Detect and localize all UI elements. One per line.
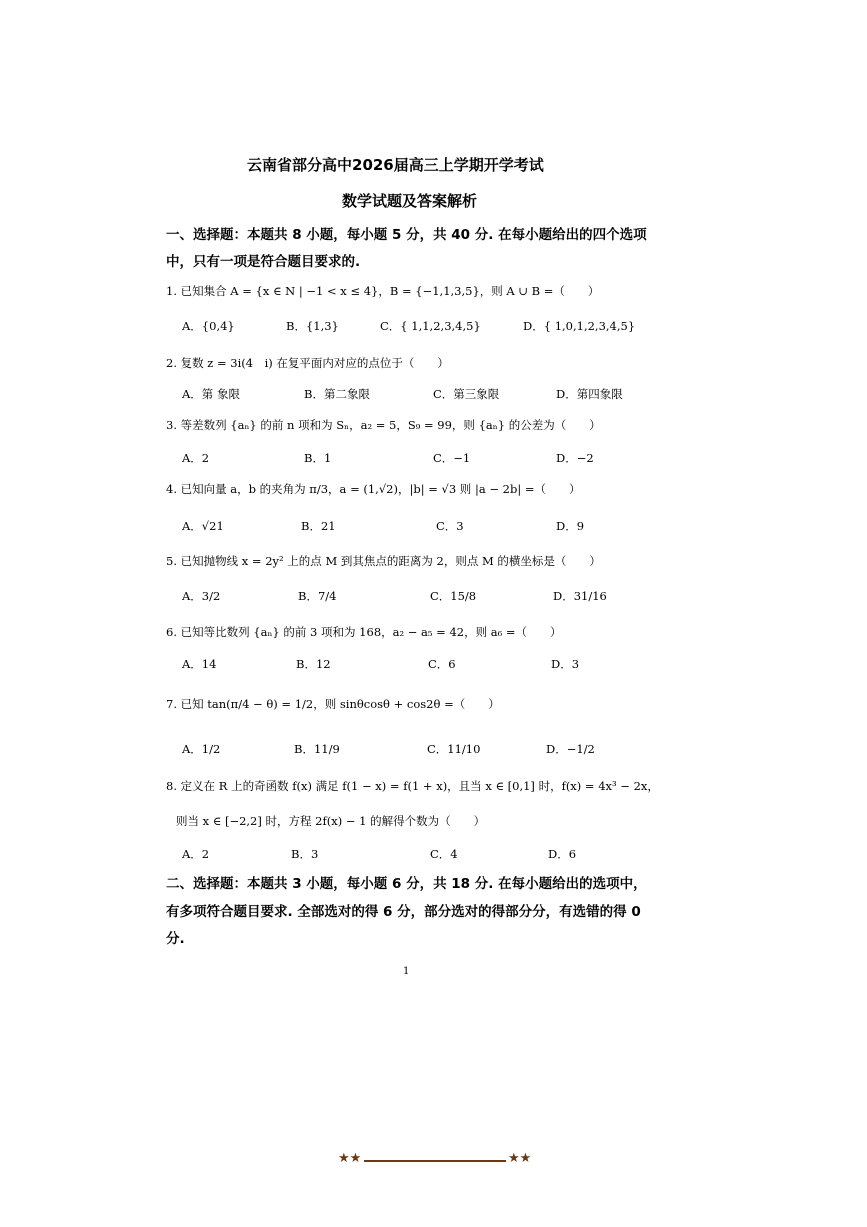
q4-option-d: D．9 xyxy=(556,519,585,533)
q6-option-b: B．12 xyxy=(296,657,331,671)
question-4: 4. 已知向量 a，b 的夹角为 π/3，a = (1,√2)，|b| = √3 则 |a − 2b| =（ ） xyxy=(166,482,581,496)
page-title: 云南省部分高中2026届高三上学期开学考试 xyxy=(247,156,544,174)
q7-option-b: B．11/9 xyxy=(294,742,340,756)
q2-option-b: B．第二象限 xyxy=(304,387,370,401)
q1-option-d: D．{ 1,0,1,2,3,4,5} xyxy=(523,319,636,333)
q4-option-b: B．21 xyxy=(301,519,336,533)
question-2: 2. 复数 z = 3i(4 i) 在复平面内对应的点位于（ ） xyxy=(166,356,449,370)
q2-option-d: D．第四象限 xyxy=(556,387,623,401)
page-number: 1 xyxy=(403,966,410,977)
q6-option-d: D．3 xyxy=(551,657,580,671)
q1-option-b: B．{1,3} xyxy=(286,319,339,333)
q6-option-c: C．6 xyxy=(428,657,456,671)
q2-option-a: A．第 象限 xyxy=(182,387,240,401)
question-6: 6. 已知等比数列 {aₙ} 的前 3 项和为 168，a₂ − a₅ = 42，则 a₆ =（ ） xyxy=(166,625,562,639)
q5-option-d: D．31/16 xyxy=(553,589,607,603)
q3-option-a: A．2 xyxy=(182,451,210,465)
q5-option-b: B．7/4 xyxy=(298,589,337,603)
question-7: 7. 已知 tan(π/4 − θ) = 1/2，则 sinθcosθ + cos2θ =（ ） xyxy=(166,697,500,711)
q5-option-c: C．15/8 xyxy=(430,589,477,603)
question-1: 1. 已知集合 A = {x ∈ N | −1 < x ≤ 4}，B = {−1,1,3,5}，则 A ∪ B =（ ） xyxy=(166,284,600,298)
q3-option-c: C．−1 xyxy=(433,451,471,465)
q4-option-a: A．√21 xyxy=(182,519,224,533)
q8-option-b: B．3 xyxy=(291,847,319,861)
q1-option-c: C．{ 1,1,2,3,4,5} xyxy=(380,319,481,333)
section-1-header-line2: 中，只有一项是符合题目要求的. xyxy=(166,254,361,270)
section-2-header-line1: 二、选择题：本题共 3 小题，每小题 6 分，共 18 分. 在每小题给出的选项中， xyxy=(166,876,647,892)
section-2-header-line3: 分. xyxy=(166,931,185,947)
q8-option-c: C．4 xyxy=(430,847,458,861)
q1-option-a: A．{0,4} xyxy=(182,319,235,333)
q5-option-a: A．3/2 xyxy=(182,589,221,603)
question-8-continued: 则当 x ∈ [−2,2] 时，方程 2f(x) − 1 的解得个数为（ ） xyxy=(176,814,486,828)
q3-option-b: B．1 xyxy=(304,451,332,465)
q6-option-a: A．14 xyxy=(182,657,217,671)
footer-left-stars-icon: ★★ xyxy=(338,1151,362,1166)
question-3: 3. 等差数列 {aₙ} 的前 n 项和为 Sₙ，a₂ = 5，S₉ = 99，则 {aₙ} 的公差为（ ） xyxy=(166,418,601,432)
footer-divider xyxy=(364,1160,506,1162)
question-8: 8. 定义在 R 上的奇函数 f(x) 满足 f(1 − x) = f(1 + x)，且当 x ∈ [0,1] 时，f(x) = 4x³ − 2x， xyxy=(166,779,659,793)
page-subtitle: 数学试题及答案解析 xyxy=(342,192,478,210)
q8-option-d: D．6 xyxy=(548,847,577,861)
section-1-header-line1: 一、选择题：本题共 8 小题，每小题 5 分，共 40 分. 在每小题给出的四个选项 xyxy=(166,227,647,243)
q7-option-c: C．11/10 xyxy=(427,742,481,756)
q2-option-c: C．第三象限 xyxy=(433,387,500,401)
q3-option-d: D．−2 xyxy=(556,451,594,465)
q7-option-a: A．1/2 xyxy=(182,742,221,756)
q7-option-d: D．−1/2 xyxy=(546,742,595,756)
q4-option-c: C．3 xyxy=(436,519,464,533)
footer-right-stars-icon: ★★ xyxy=(508,1151,532,1166)
section-2-header-line2: 有多项符合题目要求. 全部选对的得 6 分，部分选对的得部分分，有选错的得 0 xyxy=(166,904,641,920)
question-5: 5. 已知抛物线 x = 2y² 上的点 M 到其焦点的距离为 2，则点 M 的横坐标是（ ） xyxy=(166,554,601,568)
q8-option-a: A．2 xyxy=(182,847,210,861)
